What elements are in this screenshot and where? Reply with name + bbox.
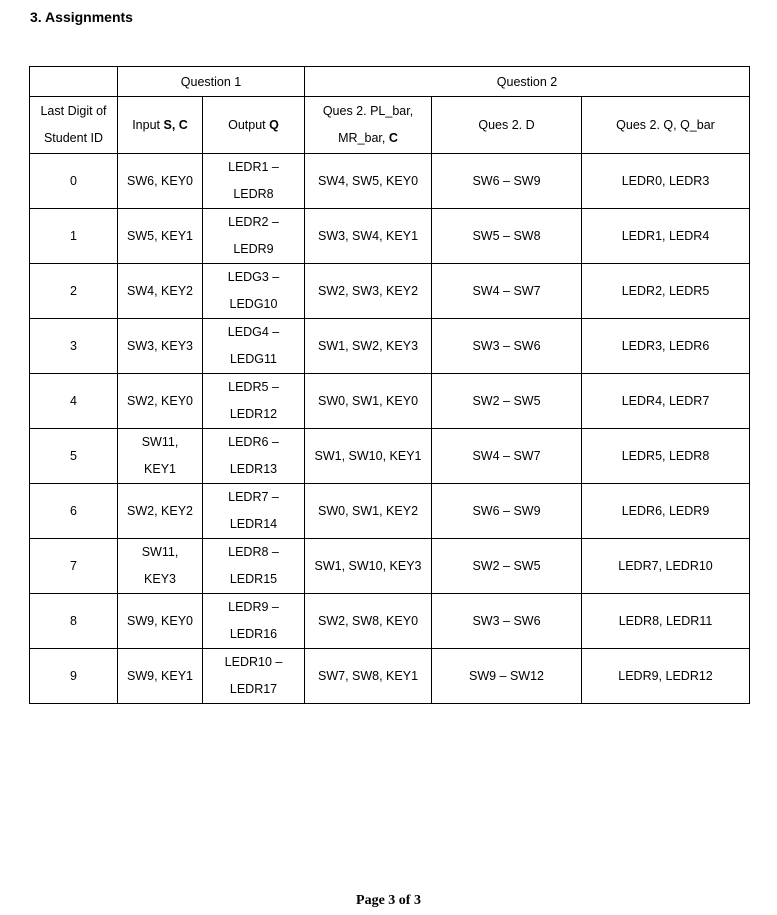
- q2-plmr-cell-text: SW1, SW2, KEY3: [317, 338, 419, 353]
- empty-corner-cell: [30, 67, 118, 97]
- table-row: [30, 319, 750, 374]
- digit-cell-text: 3: [70, 338, 77, 353]
- q2-d-cell: [432, 319, 582, 374]
- q2-plmr-cell: [305, 319, 432, 374]
- q2-d-cell: [432, 539, 582, 594]
- table-row: [30, 429, 750, 484]
- q2-plmr-cell-text: SW1, SW10, KEY3: [314, 558, 422, 573]
- q2-q-cell: [582, 594, 750, 649]
- input-cell: [118, 209, 203, 264]
- output-cell: [203, 484, 305, 539]
- output-cell: [203, 539, 305, 594]
- q2-plmr-cell: [305, 209, 432, 264]
- q2-q-cell-text: LEDR6, LEDR9: [621, 503, 710, 518]
- output-cell-text: LEDG3 – LEDG10: [227, 270, 280, 311]
- input-header: [118, 97, 203, 154]
- digit-cell-text: 4: [70, 393, 77, 408]
- q2-d-cell: [432, 209, 582, 264]
- output-cell-text: LEDR9 – LEDR16: [228, 600, 279, 641]
- digit-cell: [30, 539, 118, 594]
- q2-plmr-cell-text: SW1, SW10, KEY1: [314, 448, 422, 463]
- q2-plmr-cell-text: SW2, SW8, KEY0: [317, 613, 419, 628]
- table-row: [30, 539, 750, 594]
- digit-cell: [30, 264, 118, 319]
- q2-plmr-header-bold: C: [388, 131, 398, 145]
- input-cell: [118, 154, 203, 209]
- input-header-bold: S, C: [163, 117, 188, 132]
- table-row: [30, 374, 750, 429]
- q2-d-cell-text: SW6 – SW9: [472, 503, 541, 518]
- q2-plmr-cell-text: SW4, SW5, KEY0: [317, 173, 419, 188]
- input-cell-text: SW5, KEY1: [127, 228, 193, 243]
- q2-plmr-cell: [305, 484, 432, 539]
- q2-d-header: Ques 2. D: [432, 97, 582, 154]
- output-cell-text: LEDR1 – LEDR8: [228, 160, 279, 201]
- digit-cell: [30, 209, 118, 264]
- output-cell: [203, 319, 305, 374]
- table-row: [30, 154, 750, 209]
- output-cell-text: LEDR10 – LEDR17: [224, 655, 283, 696]
- q2-q-cell: [582, 209, 750, 264]
- q2-q-cell-text: LEDR9, LEDR12: [618, 668, 713, 683]
- output-header: [203, 97, 305, 154]
- digit-cell-text: 0: [70, 173, 77, 188]
- q2-d-cell: [432, 649, 582, 704]
- input-cell-text: SW6, KEY0: [127, 173, 193, 188]
- q2-d-cell: [432, 154, 582, 209]
- input-cell-text: SW11, KEY1: [141, 435, 179, 476]
- last-digit-header-text: Last Digit of Student ID: [40, 104, 107, 145]
- input-cell: [118, 594, 203, 649]
- input-cell: [118, 264, 203, 319]
- q2-plmr-cell: [305, 154, 432, 209]
- group-header-row: [30, 67, 750, 97]
- column-header-row: [30, 97, 750, 154]
- q2-q-cell: [582, 374, 750, 429]
- q2-plmr-cell-text: SW2, SW3, KEY2: [317, 283, 419, 298]
- q2-q-cell: [582, 319, 750, 374]
- output-cell-text: LEDR5 – LEDR12: [228, 380, 279, 421]
- table-row: [30, 649, 750, 704]
- output-header-prefix: Output: [228, 117, 270, 132]
- q2-d-cell-text: SW4 – SW7: [472, 283, 541, 298]
- q2-d-cell: [432, 429, 582, 484]
- last-digit-header: [30, 97, 118, 154]
- digit-cell: [30, 649, 118, 704]
- assignments-table: [29, 66, 750, 704]
- q2-d-cell-text: SW5 – SW8: [472, 228, 541, 243]
- q2-q-cell-text: LEDR0, LEDR3: [621, 173, 710, 188]
- q2-d-cell: [432, 594, 582, 649]
- section-heading: 3. Assignments: [30, 9, 133, 25]
- digit-cell-text: 7: [70, 558, 77, 573]
- output-cell: [203, 594, 305, 649]
- output-cell: [203, 374, 305, 429]
- q2-q-cell: [582, 264, 750, 319]
- question1-header: Question 1: [118, 67, 305, 97]
- q2-q-cell: [582, 539, 750, 594]
- q2-d-cell: [432, 484, 582, 539]
- q2-q-cell: [582, 154, 750, 209]
- q2-d-cell-text: SW2 – SW5: [472, 558, 541, 573]
- digit-cell: [30, 154, 118, 209]
- q2-q-cell-text: LEDR2, LEDR5: [621, 283, 710, 298]
- q2-q-cell-text: LEDR3, LEDR6: [621, 338, 710, 353]
- output-cell-text: LEDR2 – LEDR9: [228, 215, 279, 256]
- q2-d-cell-text: SW3 – SW6: [472, 338, 541, 353]
- q2-plmr-header: [305, 97, 432, 154]
- digit-cell-text: 8: [70, 613, 77, 628]
- input-cell-text: SW4, KEY2: [127, 283, 193, 298]
- q2-plmr-cell-text: SW0, SW1, KEY2: [317, 503, 419, 518]
- input-cell: [118, 649, 203, 704]
- digit-cell-text: 1: [70, 228, 77, 243]
- digit-cell: [30, 429, 118, 484]
- input-header-prefix: Input: [132, 117, 164, 132]
- input-cell: [118, 374, 203, 429]
- output-cell: [203, 429, 305, 484]
- q2-d-cell-text: SW6 – SW9: [472, 173, 541, 188]
- input-cell-text: SW2, KEY0: [127, 393, 193, 408]
- digit-cell-text: 6: [70, 503, 77, 518]
- digit-cell: [30, 484, 118, 539]
- input-cell-text: SW11, KEY3: [141, 545, 179, 586]
- q2-q-cell-text: LEDR4, LEDR7: [621, 393, 710, 408]
- q2-plmr-cell: [305, 649, 432, 704]
- q2-d-cell-text: SW3 – SW6: [472, 613, 541, 628]
- q2-q-cell: [582, 484, 750, 539]
- q2-plmr-header-prefix: Ques 2. PL_bar, MR_bar,: [322, 104, 414, 145]
- q2-q-header: Ques 2. Q, Q_bar: [582, 97, 750, 154]
- q2-q-cell: [582, 649, 750, 704]
- q2-plmr-cell-text: SW0, SW1, KEY0: [317, 393, 419, 408]
- page-footer: Page 3 of 3: [356, 893, 421, 908]
- output-cell-text: LEDR8 – LEDR15: [228, 545, 279, 586]
- digit-cell: [30, 594, 118, 649]
- digit-cell-text: 5: [70, 448, 77, 463]
- question2-header: Question 2: [305, 67, 750, 97]
- output-cell-text: LEDR6 – LEDR13: [228, 435, 279, 476]
- output-cell: [203, 209, 305, 264]
- output-cell: [203, 154, 305, 209]
- table-row: [30, 484, 750, 539]
- q2-plmr-cell: [305, 539, 432, 594]
- output-cell-text: LEDR7 – LEDR14: [228, 490, 279, 531]
- digit-cell: [30, 319, 118, 374]
- input-cell-text: SW3, KEY3: [127, 338, 193, 353]
- q2-plmr-cell: [305, 594, 432, 649]
- input-cell: [118, 429, 203, 484]
- q2-plmr-cell: [305, 374, 432, 429]
- digit-cell-text: 2: [70, 283, 77, 298]
- q2-d-cell-text: SW9 – SW12: [468, 668, 545, 683]
- input-cell-text: SW9, KEY1: [127, 668, 193, 683]
- q2-q-cell-text: LEDR8, LEDR11: [618, 613, 713, 628]
- digit-cell-text: 9: [70, 668, 77, 683]
- q2-d-cell: [432, 374, 582, 429]
- q2-plmr-header-text: [323, 98, 413, 152]
- output-header-bold: Q: [269, 117, 279, 132]
- q2-q-cell-text: LEDR1, LEDR4: [621, 228, 710, 243]
- input-cell: [118, 484, 203, 539]
- q2-q-cell: [582, 429, 750, 484]
- table-row: [30, 594, 750, 649]
- q2-plmr-cell-text: SW3, SW4, KEY1: [317, 228, 419, 243]
- input-cell-text: SW9, KEY0: [127, 613, 193, 628]
- q2-plmr-cell: [305, 429, 432, 484]
- q2-d-cell: [432, 264, 582, 319]
- q2-d-cell-text: SW4 – SW7: [472, 448, 541, 463]
- q2-q-cell-text: LEDR7, LEDR10: [618, 558, 713, 573]
- input-cell: [118, 539, 203, 594]
- q2-q-cell-text: LEDR5, LEDR8: [621, 448, 710, 463]
- q2-d-cell-text: SW2 – SW5: [472, 393, 541, 408]
- digit-cell: [30, 374, 118, 429]
- q2-plmr-cell-text: SW7, SW8, KEY1: [317, 668, 419, 683]
- input-cell: [118, 319, 203, 374]
- input-cell-text: SW2, KEY2: [127, 503, 193, 518]
- output-cell: [203, 264, 305, 319]
- output-cell: [203, 649, 305, 704]
- table-row: [30, 209, 750, 264]
- q2-plmr-cell: [305, 264, 432, 319]
- table-row: [30, 264, 750, 319]
- output-cell-text: LEDG4 – LEDG11: [227, 325, 280, 366]
